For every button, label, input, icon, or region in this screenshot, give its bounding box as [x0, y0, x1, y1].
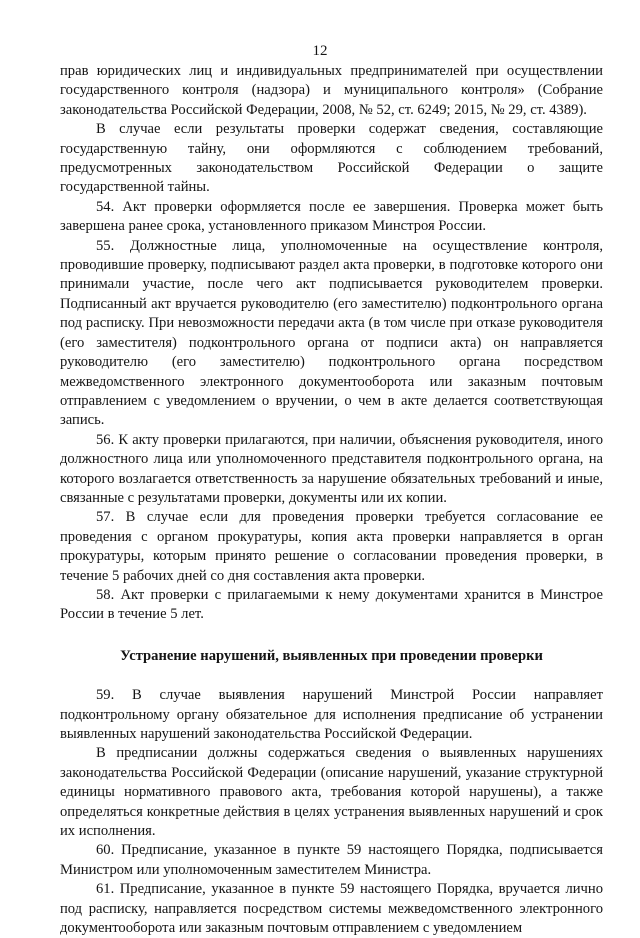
- paragraph-58: 58. Акт проверки с прилагаемыми к нему документами хранится в Минстрое России в течение 5 лет.: [60, 586, 603, 623]
- paragraph-56: 56. К акту проверки прилагаются, при наличии, объяснения руководителя, иного должностного лица или уполномоченного представителя подконтрольного органа, на которого возлагается ответственность за нарушение обязательных требований и иные, связанные с результатами проверки, документы или их копии.: [60, 431, 603, 506]
- paragraph-61: 61. Предписание, указанное в пункте 59 настоящего Порядка, вручается лично под расписку, направляется посредством системы межведомственного электронного документооборота или заказным почтовым отправлением с уведомлением: [60, 881, 603, 937]
- paragraph-59: 59. В случае выявления нарушений Минстрой России направляет подконтрольному органу обязательное для исполнения предписание об устранении выявленных нарушений законодательства Российской Федерации.: [60, 687, 603, 742]
- document-body: [60, 62, 603, 938]
- paragraph-prescription-content: В предписании должны содержаться сведения о выявленных нарушениях законодательства Российской Федерации (описание нарушений, указание структурной единицы нормативного правового акта, требования которой нарушены), а также определяться конкретные действия в целях устранения выявленных нарушений и срок их исполнения.: [60, 745, 603, 840]
- paragraph-57: 57. В случае если для проведения проверки требуется согласование ее проведения с органом прокуратуры, копия акта проверки направляется в орган прокуратуры, которым принято решение о согласовании проведения проверки, в течение 5 рабочих дней со дня составления акта проверки.: [60, 509, 603, 584]
- page-number: 12: [312, 43, 328, 59]
- section-heading: Устранение нарушений, выявленных при проведении проверки: [120, 647, 543, 664]
- paragraph-60: 60. Предписание, указанное в пункте 59 настоящего Порядка, подписывается Министром или уполномоченным заместителем Министра.: [60, 842, 603, 878]
- paragraph-state-secret: В случае если результаты проверки содержат сведения, составляющие государственную тайну, они оформляются с соблюдением требований, предусмотренных законодательством Российской Федерации о защите государственной тайны.: [60, 121, 603, 196]
- paragraph-55: 55. Должностные лица, уполномоченные на осуществление контроля, проводившие проверку, подписывают раздел акта проверки, в подготовке которого они принимали участие, после чего акт подписывается руководителем проверки. Подписанный акт вручается руководителю (его заместителю) подконтрольного органа под расписку. При невозможности передачи акта (в том числе при отказе руководителя (его заместителя) подконтрольного органа от подписи акта) он направляется руководителю (его заместителю) подконтрольного органа посредством межведомственного электронного документооборота или заказным почтовым отправлением с уведомлением о вручении, о чем в акте делается соответствующая запись.: [60, 237, 603, 429]
- paragraph-continuation: прав юридических лиц и индивидуальных предпринимателей при осуществлении государственного контроля (надзора) и муниципального контроля» (Собрание законодательства Российской Федерации, 2008, № 52, ст. 6249; 2015, № 29, ст. 4389).: [60, 63, 603, 118]
- paragraph-54: 54. Акт проверки оформляется после ее завершения. Проверка может быть завершена ранее срока, установленного приказом Минстроя России.: [60, 198, 603, 235]
